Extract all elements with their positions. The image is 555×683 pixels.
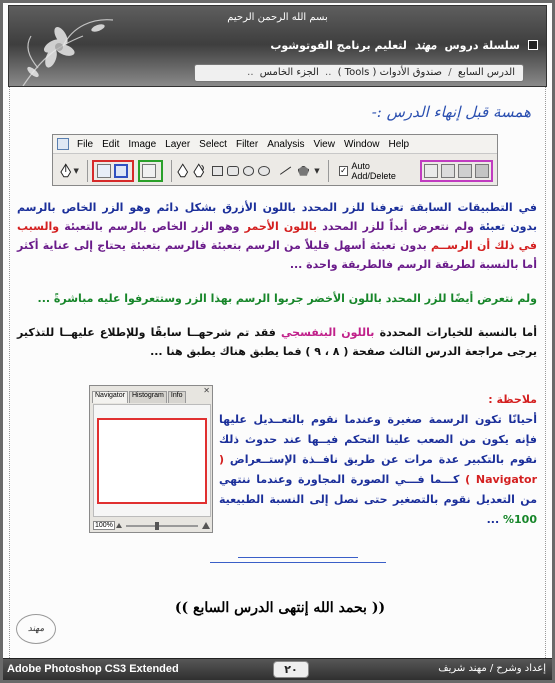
menu-bar bbox=[53, 135, 497, 154]
note-navigator: ( Navigator ) bbox=[219, 453, 537, 486]
divider-line bbox=[210, 562, 386, 563]
p1-blue-a: في التطبيقات السابقة تعرفنا للزر المحدد باللون الأزرق bbox=[222, 201, 537, 214]
photoshop-toolbar-screenshot bbox=[52, 134, 498, 186]
zoom-slider-thumb[interactable] bbox=[155, 522, 159, 530]
navigator-thumbnail bbox=[93, 404, 211, 517]
lesson-label: الدرس السابع bbox=[457, 67, 515, 78]
p3-text-c: فقد تم شرحهــا سابقًا وللإطلاع عليهــا للتذكير يرجى مراجعة الدرس الثالث صفحة ( ٨ ، ٩ ) فما يطبق هناك يطبق هنا ... bbox=[17, 326, 537, 358]
menu-file[interactable]: File bbox=[77, 138, 94, 150]
pen-icon[interactable] bbox=[176, 163, 189, 179]
part-label: الجزء الخامس bbox=[259, 67, 319, 78]
p1-purple-e: وهو الزر الخاص بالرسم بالتعبئة bbox=[64, 220, 240, 233]
menu-analysis[interactable]: Analysis bbox=[267, 138, 305, 150]
topic-label: صندوق الأدوات ( Tools ) bbox=[337, 67, 443, 78]
series-suffix: لتعليم برنامج الفوتوشوب bbox=[270, 39, 407, 52]
basmala-text: بسم الله الرحمن الرحيم bbox=[227, 12, 328, 23]
add-to-area-button[interactable] bbox=[424, 164, 438, 178]
p1-purple-c: ولم نتعرض أبداً للزر المحدد bbox=[322, 220, 474, 233]
chevron-down-icon[interactable]: ▼ bbox=[314, 166, 320, 175]
rectangle-tool-icon[interactable] bbox=[212, 166, 224, 176]
menu-view[interactable]: View bbox=[313, 138, 335, 150]
custom-shape-tool-icon[interactable] bbox=[298, 166, 310, 176]
menu-image[interactable]: Image bbox=[128, 138, 157, 150]
p3-purple-b: باللون البنفسجي bbox=[281, 326, 375, 339]
exclude-overlap-button[interactable] bbox=[475, 164, 489, 178]
zoom-out-icon[interactable] bbox=[116, 523, 122, 528]
navigator-tabs bbox=[90, 391, 212, 403]
menu-filter[interactable]: Filter bbox=[235, 138, 259, 150]
paragraph-3 bbox=[17, 323, 537, 361]
intersect-areas-button[interactable] bbox=[458, 164, 472, 178]
note-heading: ملاحظة : bbox=[488, 393, 537, 406]
note-percent: 100% bbox=[503, 513, 537, 526]
menu-layer[interactable]: Layer bbox=[165, 138, 191, 150]
ellipse-tool-icon[interactable] bbox=[243, 166, 255, 176]
zoom-field[interactable]: 100% bbox=[93, 521, 115, 530]
p3-text-a: أما بالنسبة للخيارات المحددة bbox=[379, 326, 537, 339]
p1-blue-b: بشكل دائم وهو الزر الخاص بالرسم بدون تعبئة bbox=[17, 201, 537, 233]
tab-navigator[interactable]: Navigator bbox=[92, 391, 128, 403]
options-bar bbox=[53, 155, 497, 186]
photoshop-app-icon bbox=[57, 138, 69, 150]
rounded-rectangle-tool-icon[interactable] bbox=[227, 166, 239, 176]
closing-text: (( بحمد الله إنتهى الدرس السابع )) bbox=[174, 600, 386, 616]
separator bbox=[328, 160, 329, 182]
p1-red-f: والسبب في ذلك أن الرســم bbox=[17, 220, 537, 252]
series-logo: مهند bbox=[414, 38, 437, 52]
menu-window[interactable]: Window bbox=[343, 138, 380, 150]
navigator-zoom-controls bbox=[93, 520, 211, 531]
freeform-pen-icon[interactable] bbox=[192, 163, 205, 179]
checkbox-icon bbox=[528, 40, 538, 50]
view-proxy-box[interactable] bbox=[97, 418, 207, 504]
line-tool-icon[interactable] bbox=[280, 166, 292, 175]
polygon-tool-icon[interactable] bbox=[258, 166, 270, 176]
menu-select[interactable]: Select bbox=[199, 138, 227, 150]
separator bbox=[171, 160, 172, 182]
breadcrumb-separator: .. bbox=[247, 67, 254, 78]
auto-add-delete-checkbox[interactable]: ✓ bbox=[340, 165, 347, 175]
fill-pixels-group bbox=[138, 160, 163, 182]
tab-info[interactable]: Info bbox=[168, 391, 186, 403]
footer-app-name: Adobe Photoshop CS3 Extended bbox=[7, 663, 179, 675]
p1-red-d: باللون الأحمر bbox=[244, 220, 318, 233]
zoom-slider[interactable] bbox=[126, 525, 198, 527]
series-title bbox=[270, 38, 520, 52]
navigator-panel-screenshot bbox=[89, 385, 213, 533]
breadcrumb-separator: .. bbox=[325, 67, 332, 78]
footer-bar bbox=[3, 658, 552, 680]
divider-line bbox=[238, 557, 358, 558]
page-number: ٢٠ bbox=[273, 661, 309, 678]
footer-author: إعداد وشرح / مهند شريف bbox=[438, 663, 546, 674]
note-text-a: أحيانًا تكون الرسمة صغيرة وعندما نقوم بالتعــديل عليها فإنه يكون من الصعب علينا التحكم فيــها عند حدوث ذلك نقوم بالتكبير عدة مرات عن طريق نافــذة الإستــعراض bbox=[219, 413, 537, 466]
pen-tool-icon[interactable] bbox=[59, 163, 72, 179]
chevron-down-icon[interactable]: ▼ bbox=[73, 166, 79, 175]
fill-pixels-button[interactable] bbox=[142, 164, 156, 178]
note-text-b: كـــما فـــي الصورة المجاورة وعندما ننتهي من التعديل نقوم بالتصغير حتى نصل إلى النسبة الطبيعية bbox=[219, 473, 537, 506]
close-icon[interactable]: ✕ bbox=[203, 386, 210, 395]
path-operations-group bbox=[420, 160, 493, 182]
header-banner bbox=[8, 5, 547, 87]
menu-edit[interactable]: Edit bbox=[102, 138, 120, 150]
shape-layers-group bbox=[92, 160, 134, 182]
series-prefix: سلسلة دروس bbox=[444, 39, 520, 52]
p1-purple-g: بدون تعبئة أسهل قليلاً من الرسم بتعبئة فالرسم بتعبئة يحتاج إلى عناية أكثر أما بالنسبة لطريقة الرسم فالطريقة واحدة ... bbox=[17, 239, 537, 271]
breadcrumb-separator: / bbox=[448, 67, 452, 78]
signature-logo: مهند bbox=[16, 614, 56, 644]
note-ellipsis: ... bbox=[486, 513, 500, 526]
separator bbox=[87, 160, 88, 182]
auto-add-delete-label: Auto Add/Delete bbox=[351, 160, 396, 181]
subtract-from-area-button[interactable] bbox=[441, 164, 455, 178]
tab-histogram[interactable]: Histogram bbox=[129, 391, 167, 403]
shape-layers-button[interactable] bbox=[97, 164, 111, 178]
paragraph-1 bbox=[17, 198, 537, 274]
zoom-in-icon[interactable] bbox=[202, 522, 210, 529]
paragraph-2: ولم نتعرض أيضًا للزر المحدد باللون الأخضر جربوا الرسم بهذا الزر وستتعرفوا عليه مباشرةً ... bbox=[37, 292, 537, 305]
menu-help[interactable]: Help bbox=[388, 138, 410, 150]
page-title: همسة قبل إنهاء الدرس :- bbox=[371, 103, 531, 121]
note-body bbox=[219, 410, 537, 530]
paths-button[interactable] bbox=[114, 164, 128, 178]
lesson-breadcrumb bbox=[194, 64, 524, 82]
